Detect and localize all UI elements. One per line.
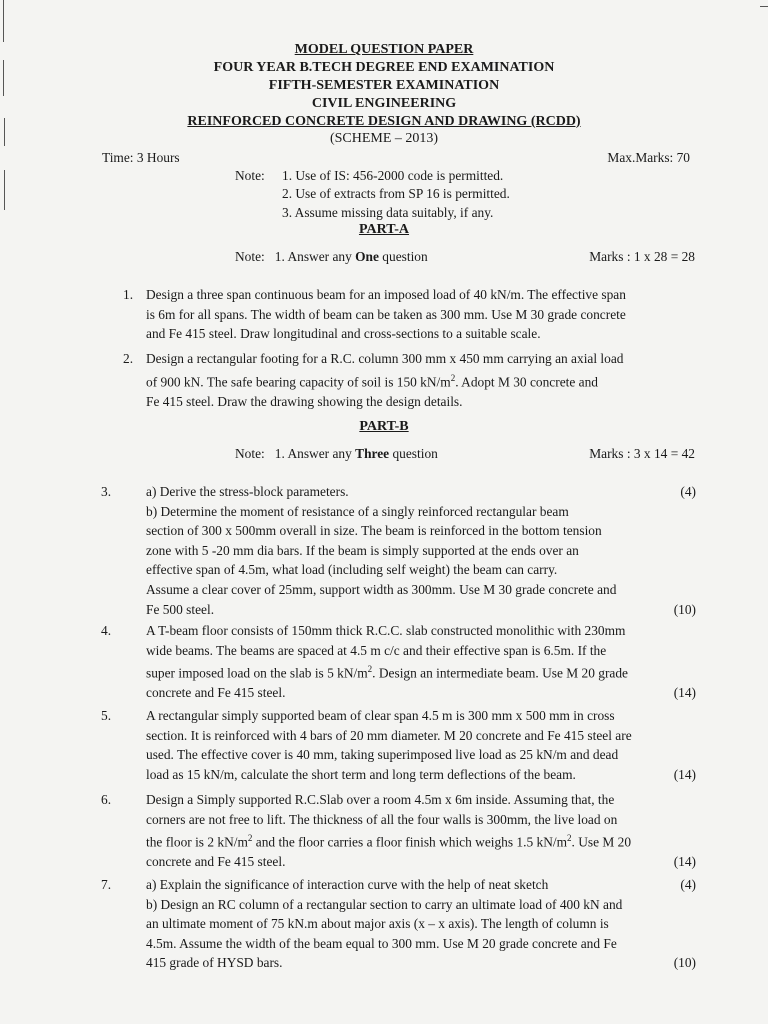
text-line: Design a rectangular footing for a R.C. column 300 mm x 450 mm carrying an axial load [146, 351, 624, 366]
text-line: section. It is reinforced with 4 bars of 20 mm diameter. M 20 concrete and Fe 415 steel are [146, 727, 632, 743]
question-2 [146, 349, 696, 411]
part-a-note [235, 249, 428, 265]
text-run: super imposed load on the slab is 5 kN/m [146, 665, 368, 681]
text-line [146, 600, 696, 620]
text-run: and the floor carries a floor finish which weighs 1.5 kN/m [252, 834, 568, 850]
question-number: 1. [123, 287, 134, 302]
text-line [146, 953, 696, 973]
text-line: A T-beam floor consists of 150mm thick R.C.C. slab constructed monolithic with 230mm [146, 623, 626, 638]
text-line: effective span of 4.5m, what load (including self weight) the beam can carry. [146, 562, 558, 578]
text-run: of 900 kN. The safe bearing capacity of soil is 150 kN/m [146, 374, 451, 390]
semester: FIFTH-SEMESTER EXAMINATION [268, 78, 500, 93]
question-1 [146, 285, 696, 344]
text-run: concrete and Fe 415 steel. [146, 685, 286, 701]
text-run: . Adopt M 30 concrete and [455, 374, 599, 390]
marks: (14) [673, 685, 696, 701]
text-line: b) Determine the moment of resistance of a singly reinforced rectangular beam [146, 503, 569, 519]
part-b-title: PART-B [359, 419, 409, 434]
question-number: 7. [101, 877, 112, 892]
marks: (4) [680, 484, 696, 499]
note-text: 1. Answer any [274, 249, 356, 264]
marks: (4) [680, 877, 696, 892]
text-run: the floor is 2 kN/m [146, 834, 248, 850]
text-line: b) Design an RC column of a rectangular section to carry an ultimate load of 400 kN and [146, 896, 623, 912]
branch: CIVIL ENGINEERING [311, 96, 457, 111]
time-label: Time: 3 Hours [102, 150, 180, 165]
note-text: question [389, 446, 438, 461]
superscript: 2 [367, 664, 373, 675]
question-number: 4. [101, 623, 112, 638]
text-run: concrete and Fe 415 steel. [146, 854, 286, 870]
part-a-title: PART-A [358, 222, 410, 237]
text-line [146, 482, 696, 502]
question-number: 2. [123, 351, 134, 366]
note-bold: One [355, 249, 379, 264]
text-line: wide beams. The beams are spaced at 4.5 m c/c and their effective span is 6.5m. If the [146, 642, 607, 658]
subject-title: REINFORCED CONCRETE DESIGN AND DRAWING (RCDD) [187, 114, 581, 129]
text-run: load as 15 kN/m, calculate the short term and long term deflections of the beam. [146, 766, 576, 782]
max-marks: Max.Marks: 70 [607, 150, 690, 165]
question-3 [146, 482, 696, 619]
text-line [146, 852, 696, 872]
text-run: . Use M 20 [571, 834, 632, 850]
text-line [146, 829, 696, 852]
note-text: question [378, 249, 428, 264]
text-run: a) Derive the stress-block parameters. [146, 484, 349, 499]
scan-edge-mark [4, 170, 5, 210]
text-line: Assume a clear cover of 25mm, support width as 300mm. Use M 30 grade concrete and [146, 581, 617, 597]
note-label: Note: [235, 168, 265, 183]
text-line: Fe 415 steel. Draw the drawing showing the design details. [146, 393, 463, 409]
marks: (10) [673, 955, 696, 971]
text-line: an ultimate moment of 75 kN.m about major axis (x – x axis). The length of column is [146, 916, 609, 932]
text-line [146, 660, 696, 683]
note-text: 1. Answer any [274, 446, 356, 461]
question-number: 5. [101, 708, 112, 723]
scan-edge-mark [760, 6, 768, 7]
text-line: section of 300 x 500mm overall in size. The beam is reinforced in the bottom tension [146, 523, 602, 539]
text-run: . Design an intermediate beam. Use M 20 grade [372, 665, 628, 681]
note-item: 3. Assume missing data suitably, if any. [282, 205, 494, 220]
note-label: Note: [235, 446, 265, 461]
text-line: used. The effective cover is 40 mm, taking superimposed live load as 25 kN/m and dead [146, 747, 619, 763]
note-item: 2. Use of extracts from SP 16 is permitted. [282, 186, 510, 201]
text-line: 4.5m. Assume the width of the beam equal to 300 mm. Use M 20 grade concrete and Fe [146, 935, 617, 951]
question-number: 3. [101, 484, 112, 499]
exam-name: FOUR YEAR B.TECH DEGREE END EXAMINATION [213, 60, 555, 75]
part-b-marks: Marks : 3 x 14 = 42 [589, 446, 695, 461]
marks: (14) [673, 766, 696, 782]
text-line [146, 683, 696, 703]
note-item: 1. Use of IS: 456-2000 code is permitted. [282, 168, 504, 183]
text-run: Fe 500 steel. [146, 601, 215, 617]
note-bold: Three [355, 446, 390, 461]
doc-title: MODEL QUESTION PAPER [294, 42, 474, 57]
marks: (10) [673, 601, 696, 617]
text-line: Design a Simply supported R.C.Slab over a room 4.5m x 6m inside. Assuming that, the [146, 792, 615, 807]
question-6 [146, 790, 696, 872]
part-a-marks: Marks : 1 x 28 = 28 [589, 249, 695, 264]
text-line: and Fe 415 steel. Draw longitudinal and cross-sections to a suitable scale. [146, 326, 541, 342]
scheme: (SCHEME – 2013) [329, 131, 439, 146]
text-line: is 6m for all spans. The width of beam can be taken as 300 mm. Use M 30 grade concrete [146, 306, 626, 322]
superscript: 2 [450, 372, 456, 383]
text-line [146, 765, 696, 785]
question-number: 6. [101, 792, 112, 807]
text-line [146, 875, 696, 895]
scan-edge-mark [3, 0, 4, 42]
text-line: corners are not free to lift. The thickness of all the four walls is 300mm, the live load on [146, 811, 618, 827]
text-run: a) Explain the significance of interaction curve with the help of neat sketch [146, 877, 549, 892]
text-run: 415 grade of HYSD bars. [146, 955, 283, 971]
question-5 [146, 706, 696, 784]
superscript: 2 [567, 833, 572, 844]
question-4 [146, 621, 696, 703]
part-b-note [235, 446, 438, 462]
note-label: Note: [235, 249, 265, 264]
text-line: Design a three span continuous beam for an imposed load of 40 kN/m. The effective span [146, 287, 626, 302]
text-line: zone with 5 -20 mm dia bars. If the beam is simply supported at the ends over an [146, 542, 579, 558]
marks: (14) [673, 854, 696, 870]
text-line: A rectangular simply supported beam of clear span 4.5 m is 300 mm x 500 mm in cross [146, 708, 615, 723]
text-line [146, 369, 696, 392]
superscript: 2 [247, 833, 253, 844]
question-7 [146, 875, 696, 973]
